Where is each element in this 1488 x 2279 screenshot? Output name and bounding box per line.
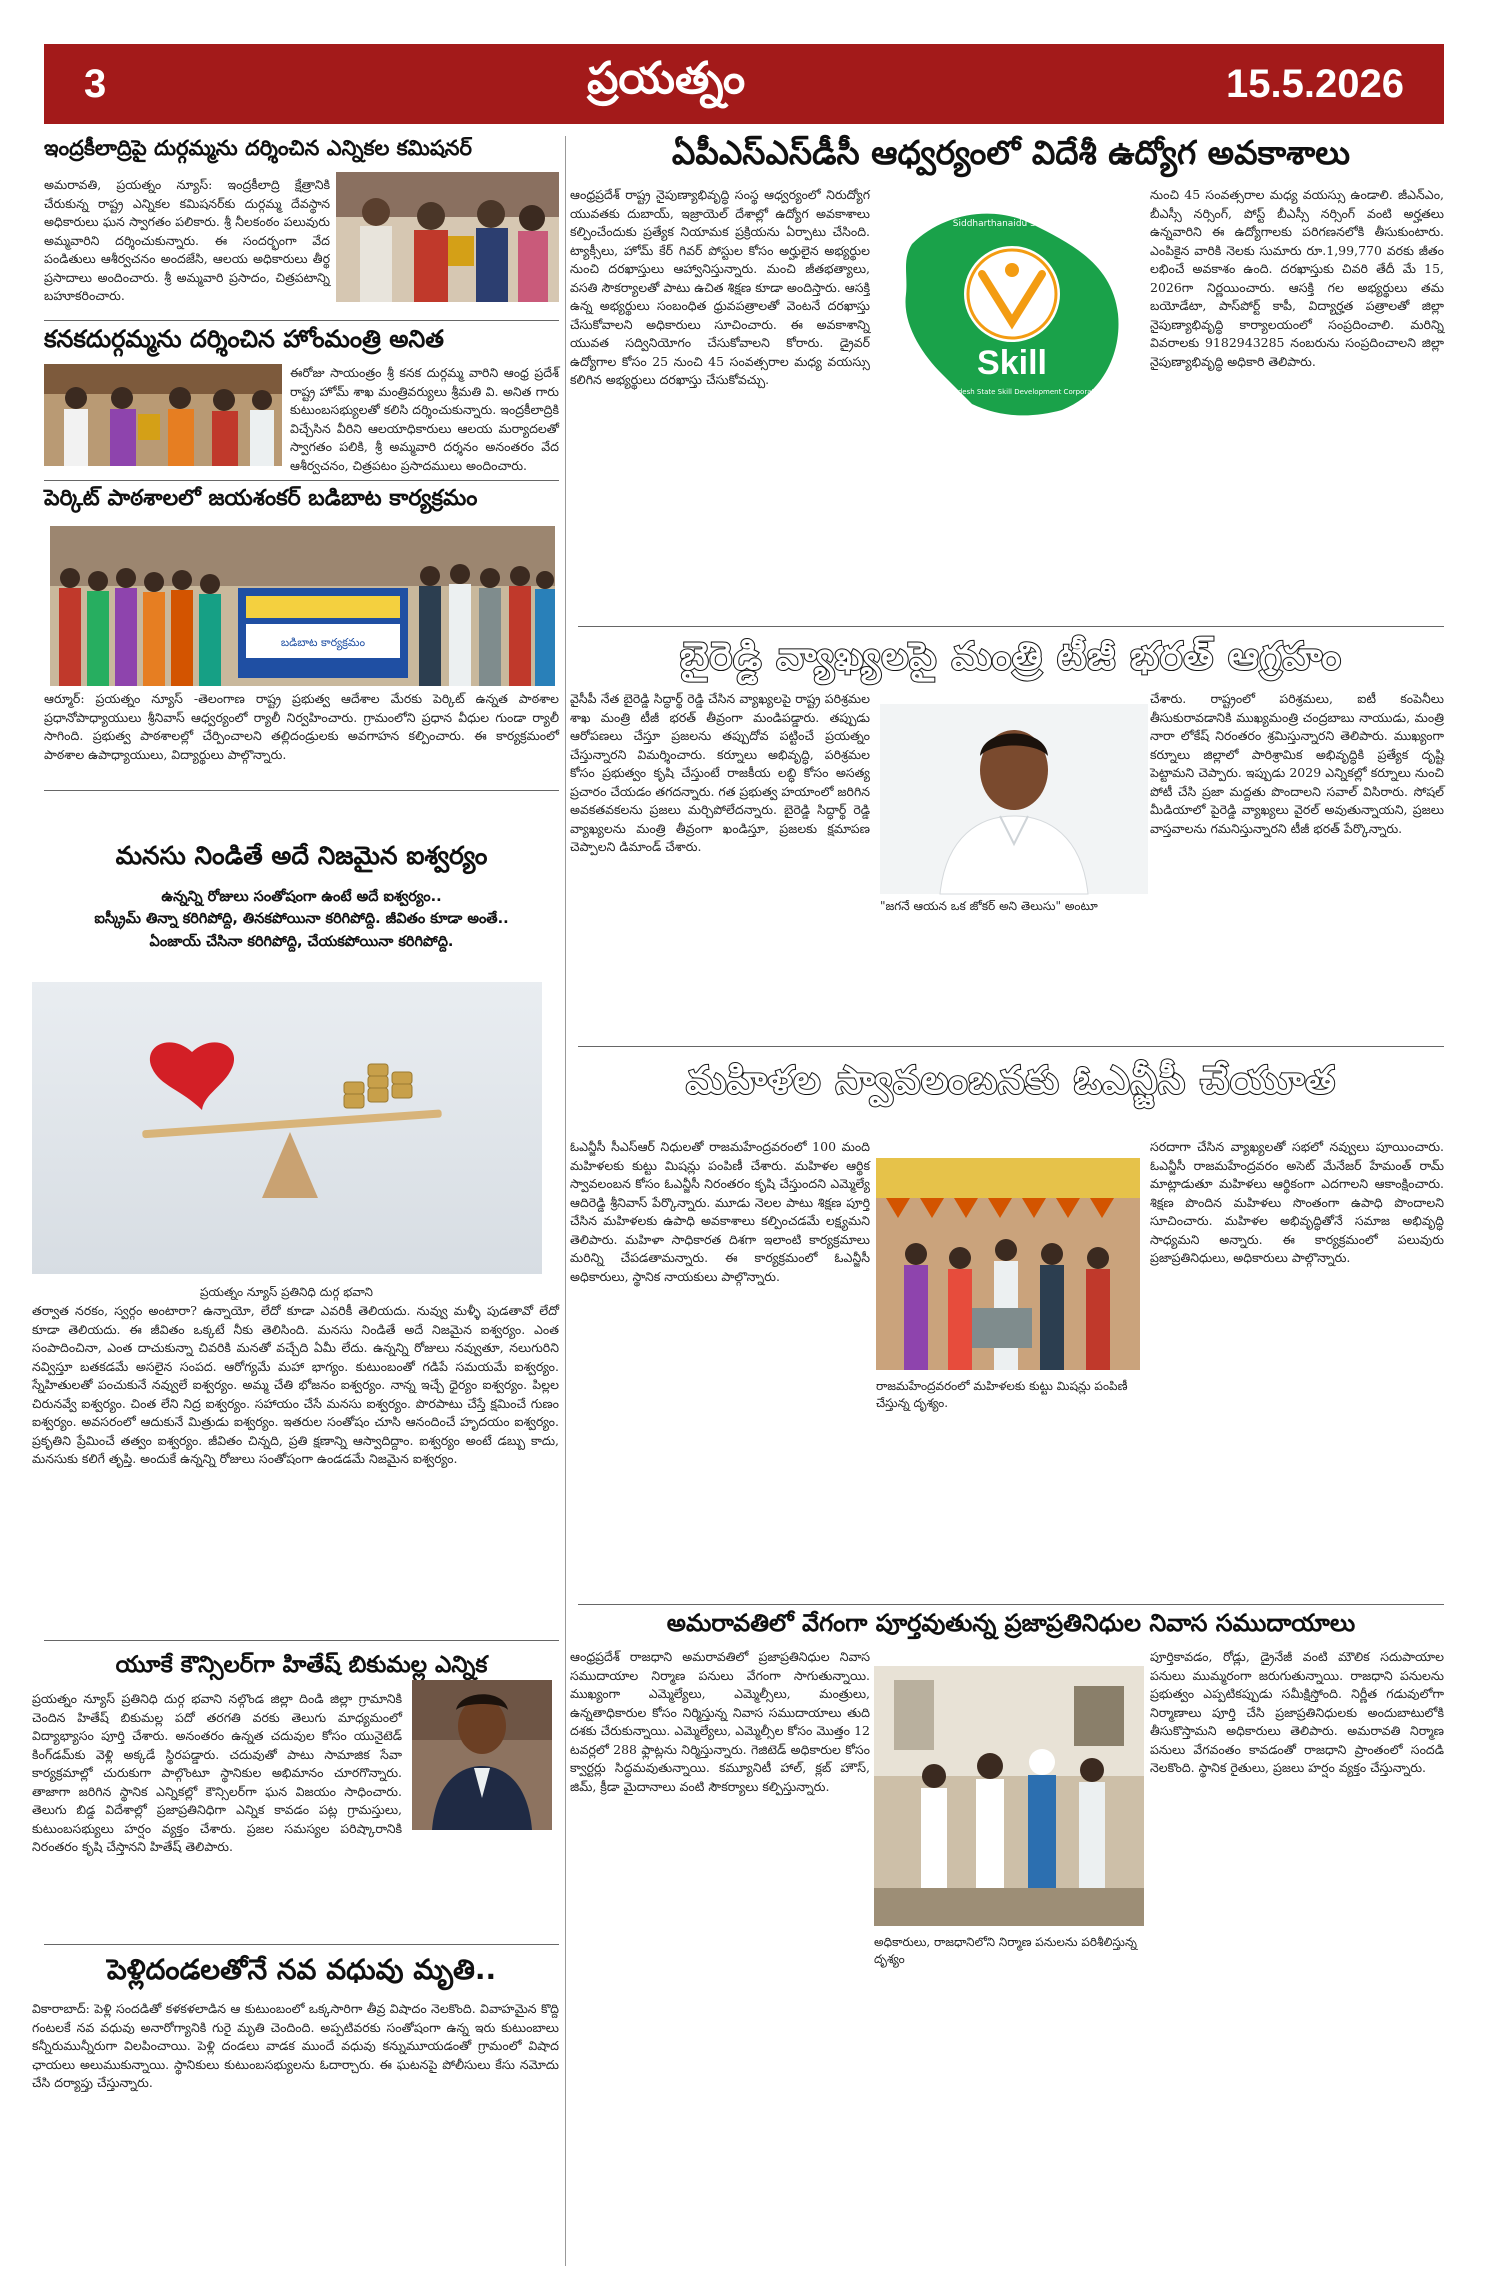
heart-coins-scale-illustration xyxy=(32,982,542,1274)
article-title: పెర్కిట్ పాఠశాలలో జయశంకర్ బడిబాట కార్యక్రమం xyxy=(44,486,478,511)
article-title: ఏపీఎస్ఎస్‌డీసీ ఆధ్వర్యంలో విదేశీ ఉద్యోగ అవకాశాలు xyxy=(671,133,1351,172)
election-commissioner-photo xyxy=(336,172,559,302)
article-body: వికారాబాద్: పెళ్లి సందడితో కళకళలాడిన ఆ కుటుంబంలో ఒక్కసారిగా తీవ్ర విషాదం నెలకొంది. వివాహమైన కొద్ది గంటలకే నవ వధువు అనారోగ్యానికి గురై మృతి చెందింది. అప్పటివరకు సంతోషంగా ఉన్న ఇరు కుటుంబాలు కన్నీరుమున్నీరుగా విలపించాయి. పెళ్లి దండలు వాడక ముందే వధువు కన్నుమూయడంతో గ్రామంలో విషాద ఛాయలు అలుముకున్నాయి. స్థానికులు కుటుంబసభ్యులను ఓదార్చారు. ఈ ఘటనపై పోలీసులు కేసు నమోదు చేసి దర్యాప్తు చేస్తున్నారు. xyxy=(32,2001,559,2090)
divider xyxy=(44,480,559,481)
article-body: తర్వాత నరకం, స్వర్గం అంటారా? ఉన్నాయో, లేదో కూడా ఎవరికీ తెలియదు. నువ్వు మళ్ళీ పుడతావో లేదో కూడా తెలియదు. ఈ జీవితం ఒక్కటే నీకు తెలిసింది. మనసు నిండితే అదే నిజమైన ఐశ్వర్యం. ఎంత సంపాదించినా, ఎంత దాచుకున్నా చివరికి మనతో వచ్చేది ఏమీ లేదు. ఉన్నన్ని రోజులు నవ్వుతూ, నలుగురిని నవ్విస్తూ బతకడమే అసలైన సంపద. ఆరోగ్యమే మహా భాగ్యం. కుటుంబంతో గడిపే సమయమే ఐశ్వర్యం. స్నేహితులతో పంచుకునే నవ్వులే ఐశ్వర్యం. అమ్మ చేతి భోజనం ఐశ్వర్యం. నాన్న ఇచ్చే ధైర్యం ఐశ్వర్యం. పిల్లల చిరునవ్వే ఐశ్వర్యం. చింత లేని నిద్ర ఐశ్వర్యం. సహాయం చేసే మనసు ఐశ్వర్యం. పొరపాటు చేస్తే క్షమించే గుణం ఐశ్వర్యం. అవసరంలో ఆదుకునే మిత్రుడు ఐశ్వర్యం. ఇతరుల సంతోషం చూసి ఆనందించే హృదయం ఐశ్వర్యం. ప్రకృతిని ప్రేమించే తత్వం ఐశ్వర్యం. జీవితం చిన్నది, ప్రతి క్షణాన్ని ఆస్వాదిద్దాం. ఐశ్వర్యం అంటే డబ్బు కాదు, మనసుకు కలిగే తృప్తి. అందుకే ఉన్నన్ని రోజులు సంతోషంగా ఉండడమే నిజమైన ఐశ్వర్యం. xyxy=(32,1303,559,1466)
photo-caption: రాజమహేంద్రవరంలో మహిళలకు కుట్టు మిషన్లు పంపిణీ చేస్తున్న దృశ్యం. xyxy=(876,1379,1128,1411)
article-body: ఆంధ్రప్రదేశ్ రాజధాని అమరావతిలో ప్రజాప్రతినిధుల నివాస సముదాయాల నిర్మాణ పనులు వేగంగా సాగుతున్నాయి. ముఖ్యంగా ఎమ్మెల్యేలు, ఎమ్మెల్సీలు, మంత్రులు, ఉన్నతాధికారుల కోసం నిర్మిస్తున్న నివాస సముదాయాలు తుది దశకు చేరుకున్నాయి. ఎమ్మెల్యేలు, ఎమ్మెల్సీల కోసం మొత్తం 12 టవర్లలో 288 ఫ్లాట్లను నిర్మిస్తున్నారు. గెజిటెడ్ అధికారుల కోసం క్వార్టర్లు సిద్ధమవుతున్నాయి. కమ్యూనిటీ హాల్, క్లబ్ హౌస్, జిమ్, క్రీడా మైదానాలు వంటి సౌకర్యాలు కల్పిస్తున్నారు. xyxy=(570,1649,870,1794)
article-body: ప్రయత్నం న్యూస్ ప్రతినిధి దుర్గ భవాని నల్గొండ జిల్లా దిండి జిల్లా గ్రామానికి చెందిన హితేష్ బికుమల్ల పదో తరగతి వరకు తెలుగు మాధ్యమంలో విద్యాభ్యాసం పూర్తి చేశారు. అనంతరం ఉన్నత చదువుల కోసం యునైటెడ్ కింగ్‌డమ్‌కు వెళ్లి అక్కడే స్థిరపడ్డారు. చదువుతో పాటు సామాజిక సేవా కార్యక్రమాల్లో చురుకుగా పాల్గొంటూ స్థానికుల అభిమానం చూరగొన్నారు. తాజాగా జరిగిన స్థానిక ఎన్నికల్లో కౌన్సిలర్‌గా ఘన విజయం సాధించారు. తెలుగు బిడ్డ విదేశాల్లో ప్రజాప్రతినిధిగా ఎన్నిక కావడం పట్ల గ్రామస్తులు, కుటుంబసభ్యులు హర్షం వ్యక్తం చేశారు. ప్రజల సమస్యల పరిష్కారానికి నిరంతరం కృషి చేస్తానని హితేష్ తెలిపారు. xyxy=(32,1691,402,1854)
page-number: 3 xyxy=(84,61,107,106)
article-title: యూకే కౌన్సిలర్‌గా హితేష్ బికుమల్ల ఎన్నిక xyxy=(115,1652,488,1678)
divider xyxy=(44,320,559,321)
article-body: ఈరోజు సాయంత్రం శ్రీ కనక దుర్గమ్మ వారిని ఆంధ్ర ప్రదేశ్ రాష్ట్ర హోమ్ శాఖ మంత్రివర్యులు శ్రీమతి వి. అనిత గారు కుటుంబసభ్యులతో కలిసి దర్శించుకున్నారు. ఇంద్రకీలాద్రికి విచ్చేసిన వీరిని ఆలయాధికారులు ఆలయ మర్యాదలతో స్వాగతం పలికి, శ్రీ అమ్మవారి దర్శనం అనంతరం వేద ఆశీర్వచనం, చిత్రపటం ప్రసాదములు అందించారు. xyxy=(290,365,559,473)
article-vadhuvu xyxy=(44,1954,559,1986)
subhead: ఏంజాయ్ చేసినా కరిగిపోద్ది, చేయకపోయినా కరిగిపోద్ది. xyxy=(149,933,454,950)
divider xyxy=(44,1640,559,1641)
article-byline: ప్రయత్నం న్యూస్ ప్రతినిధి దుర్గ భవాని xyxy=(200,1285,373,1299)
article-ongc xyxy=(578,1058,1444,1112)
hithesh-portrait-photo xyxy=(412,1680,552,1830)
article-amaravati xyxy=(578,1610,1444,1638)
article-body: పూర్తికావడం, రోడ్లు, డ్రైనేజీ వంటి మౌలిక సదుపాయాల పనులు ముమ్మరంగా జరుగుతున్నాయి. రాజధాని పనులను ప్రభుత్వం ఎప్పటికప్పుడు సమీక్షిస్తోంది. నిర్ణీత గడువులోగా నిర్మాణాలు పూర్తి చేసి ప్రజాప్రతినిధులకు అందుబాటులోకి తీసుకొస్తామని అధికారులు తెలిపారు. అమరావతి నిర్మాణ పనులు వేగవంతం కావడంతో రాజధాని ప్రాంతంలో సందడి నెలకొంది. స్థానిక రైతులు, ప్రజలు హర్షం వ్యక్తం చేస్తున్నారు. xyxy=(1150,1649,1444,1775)
article-body: సరదాగా చేసిన వ్యాఖ్యలతో సభలో నవ్వులు పూయించారు. ఓఎన్జీసీ రాజమహేంద్రవరం అసెట్ మేనేజర్ హేమంత్ రామ్ మాట్లాడుతూ మహిళలు ఆర్థికంగా ఎదగాలని ఆకాంక్షించారు. శిక్షణ పొందిన మహిళలు సొంతంగా ఉపాధి పొందాలని సూచించారు. మహిళల అభివృద్ధితోనే సమాజ అభివృద్ధి సాధ్యమని అన్నారు. ఈ కార్యక్రమంలో పలువురు ప్రజాప్రతినిధులు, అధికారులు పాల్గొన్నారు. xyxy=(1150,1139,1444,1265)
article-body: వైసీపీ నేత బైరెడ్డి సిద్ధార్థ్ రెడ్డి చేసిన వ్యాఖ్యలపై రాష్ట్ర పరిశ్రమల శాఖ మంత్రి టీజీ భరత్ తీవ్రంగా మండిపడ్డారు. తప్పుడు ఆరోపణలు చేస్తూ ప్రజలను తప్పుదోవ పట్టించే ప్రయత్నం చేస్తున్నారని విమర్శించారు. కర్నూలు అభివృద్ధి, పరిశ్రమల కోసం ప్రభుత్వం కృషి చేస్తుంటే రాజకీయ లబ్ధి కోసం అసత్య ప్రచారం చేయడం తగదన్నారు. గత ప్రభుత్వ హయాంలో జరిగిన అవకతవకలను ప్రజలు మర్చిపోలేదన్నారు. బైరెడ్డి సిద్ధార్థ్ రెడ్డి వ్యాఖ్యలను మంత్రి తీవ్రంగా ఖండిస్తూ, ప్రజలకు క్షమాపణ చెప్పాలని డిమాండ్ చేశారు. xyxy=(570,691,871,854)
article-body: నుంచి 45 సంవత్సరాల మధ్య వయస్సు ఉండాలి. జీఎన్‌ఎం, బీఎస్సీ నర్సింగ్, పోస్ట్ బీఎస్సీ నర్సింగ్ వంటి అర్హతలు ఉన్నవారిని ఈ ఉద్యోగాలకు పరిగణనలోకి తీసుకుంటారు. ఎంపికైన వారికి నెలకు సుమారు రూ.1,99,770 వరకు జీతం లభించే అవకాశం ఉంది. దరఖాస్తుకు చివరి తేదీ మే 15, 2026గా నిర్ణయించారు. ఆసక్తి గల అభ్యర్థులు తమ బయోడేటా, పాస్‌పోర్ట్ కాపీ, విద్యార్హత పత్రాలతో జిల్లా నైపుణ్యాభివృద్ధి కార్యాలయంలో సంప్రదించాలి. మరిన్ని వివరాలకు 9182943285 నంబరును సంప్రదించాలని జిల్లా నైపుణ్యాభివృద్ధి అధికారి తెలిపారు. xyxy=(1150,187,1444,369)
divider xyxy=(578,1604,1444,1605)
article-title: బైరెడ్డి వ్యాఖ్యలపై మంత్రి టీజీ భరత్ ఆగ్రహం xyxy=(680,634,1342,678)
apssdc-logo xyxy=(882,204,1142,420)
article-indrakeeladri xyxy=(44,136,559,160)
article-body: ఆర్మూర్: ప్రయత్నం న్యూస్ -తెలంగాణ రాష్ట్ర ప్రభుత్వ ఆదేశాల మేరకు పెర్కిట్ ఉన్నత పాఠశాల ప్రధానోపాధ్యాయులు శ్రీనివాస్ ఆధ్వర్యంలో ర్యాలీ నిర్వహించారు. గ్రామంలోని ప్రధాన వీధుల గుండా ర్యాలీ సాగింది. ప్రభుత్వ పాఠశాలల్లో చేర్పించాలని తల్లిదండ్రులకు అవగాహన కల్పించారు. ఈ కార్యక్రమంలో పాఠశాల ఉపాధ్యాయులు, విద్యార్థులు పాల్గొన్నారు. xyxy=(44,691,559,762)
page-header xyxy=(44,44,1444,124)
logo-text: Skill xyxy=(977,344,1047,382)
divider xyxy=(44,1944,559,1945)
article-title: పెళ్లిదండలతోనే నవ వధువు మృతి.. xyxy=(106,1953,497,1986)
column-divider xyxy=(565,136,566,2266)
photo-caption: "జగనే ఆయన ఒక జోకర్ అని తెలుసు" అంటూ xyxy=(880,899,1098,913)
ongc-event-photo xyxy=(876,1158,1140,1370)
article-hithesh xyxy=(44,1652,559,1678)
amaravati-inspection-photo xyxy=(874,1666,1144,1926)
issue-date: 15.5.2026 xyxy=(1226,61,1404,106)
article-body: చేశారు. రాష్ట్రంలో పరిశ్రమలు, ఐటీ కంపెనీలు తీసుకురావడానికి ముఖ్యమంత్రి చంద్రబాబు నాయుడు, మంత్రి నారా లోకేష్ నిరంతరం శ్రమిస్తున్నారని తెలిపారు. ముఖ్యంగా కర్నూలు జిల్లాలో పారిశ్రామిక అభివృద్ధికి ప్రత్యేక దృష్టి పెట్టామని చెప్పారు. ఇప్పుడు 2029 ఎన్నికల్లో కర్నూలు నుంచి పోటీ చేసి ప్రజా మద్దతు పొందాలని సవాల్ విసిరారు. సోషల్ మీడియాలో పైరెడ్డి వ్యాఖ్యలు వైరల్ అవుతున్నాయని, ప్రజలు వాస్తవాలను గమనిస్తున్నారని టీజీ భరత్ పేర్కొన్నారు. xyxy=(1150,691,1444,836)
article-apssdc xyxy=(578,134,1444,172)
article-tg-bharath xyxy=(578,634,1444,688)
divider xyxy=(578,1046,1444,1047)
minister-tg-bharath-photo xyxy=(880,704,1148,894)
article-aishwaryam xyxy=(44,842,559,871)
article-title: ఇంద్రకీలాద్రిపై దుర్గమ్మను దర్శించిన ఎన్నికల కమిషనర్ xyxy=(44,136,472,160)
article-subheads xyxy=(44,886,559,953)
article-body: అమరావతి, ప్రయత్నం న్యూస్: ఇంద్రకీలాద్రి క్షేత్రానికి చేరుకున్న రాష్ట్ర ఎన్నికల కమిషనర్‌కు దుర్గమ్మ దేవస్థాన అధికారులు ఘన స్వాగతం పలికారు. శ్రీ నీలకంఠం పలువురు అమ్మవారిని దర్శించుకున్నారు. ఈ సందర్భంగా వేద పండితులు ఆశీర్వచనం అందజేసి, ఆలయ అధికారులు తీర్థ ప్రసాదాలు అందించారు. శ్రీ అమ్మవారి ప్రసాదం, చిత్రపటాన్ని బహూకరించారు. xyxy=(44,177,330,303)
article-body: ఓఎన్జీసీ సీఎస్ఆర్ నిధులతో రాజమహేంద్రవరంలో 100 మంది మహిళలకు కుట్టు మిషన్లు పంపిణీ చేశారు. మహిళల ఆర్థిక స్వావలంబన కోసం ఓఎన్జీసీ నిరంతరం కృషి చేస్తుందని ఎమ్మెల్యే ఆదిరెడ్డి శ్రీనివాస్ పేర్కొన్నారు. మూడు నెలల పాటు శిక్షణ పూర్తి చేసిన మహిళలకు ఉపాధి అవకాశాలు కల్పించడమే లక్ష్యమని తెలిపారు. మహిళా సాధికారత దిశగా ఇలాంటి కార్యక్రమాలు మరిన్ని చేపడతామన్నారు. ఈ కార్యక్రమంలో ఓఎన్జీసీ అధికారులు, స్థానిక నాయకులు పాల్గొన్నారు. xyxy=(570,1139,870,1284)
photo-caption: అధికారులు, రాజధానిలోని నిర్మాణ పనులను పరిశీలిస్తున్న దృశ్యం xyxy=(874,1935,1137,1967)
divider xyxy=(44,790,559,791)
subhead: ఐస్క్రీమ్ తిన్నా కరిగిపోద్ది, తినకపోయినా కరిగిపోద్ది. జీవితం కూడా అంతే.. xyxy=(94,911,509,928)
divider xyxy=(578,626,1444,627)
article-jayashankar xyxy=(44,486,559,511)
article-title: అమరావతిలో వేగంగా పూర్తవుతున్న ప్రజాప్రతినిధుల నివాస సముదాయాలు xyxy=(666,1609,1356,1637)
article-anitha xyxy=(44,326,559,354)
logo-subtext: Andhra Pradesh State Skill Development Corporation xyxy=(919,388,1105,396)
article-title: మహిళల స్వావలంబనకు ఓఎన్జీసీ చేయూత xyxy=(686,1058,1336,1102)
banner-text: బడిబాట కార్యక్రమం xyxy=(280,636,366,649)
badibata-rally-photo xyxy=(50,526,555,686)
home-minister-photo xyxy=(44,364,282,466)
logo-ring-text: Siddharthanaidu Samajika xyxy=(952,219,1072,229)
subhead: ఉన్నన్ని రోజులు సంతోషంగా ఉంటే అదే ఐశ్వర్యం.. xyxy=(161,889,442,905)
article-body-continued xyxy=(32,1838,559,1948)
masthead-title: ప్రయత్నం xyxy=(587,53,746,104)
article-title: కనకదుర్గమ్మను దర్శించిన హోంమంత్రి అనిత xyxy=(44,325,444,353)
article-body: ఆంధ్రప్రదేశ్ రాష్ట్ర నైపుణ్యాభివృద్ధి సంస్థ ఆధ్వర్యంలో నిరుద్యోగ యువతకు దుబాయ్, ఇజ్రాయెల్ దేశాల్లో ఉద్యోగ అవకాశాలు కల్పించేందుకు ప్రత్యేక నియామక ప్రక్రియను ఏర్పాటు చేసింది. ట్యాక్సీలు, హోమ్ కేర్ గివర్ పోస్టుల కోసం అర్హులైన అభ్యర్థుల నుంచి దరఖాస్తులు ఆహ్వానిస్తున్నారు. మంచి జీతభత్యాలు, వసతి సౌకర్యాలతో పాటు ఉచిత శిక్షణ కూడా అందిస్తారు. ఆసక్తి ఉన్న అభ్యర్థులు సంబంధిత ధ్రువపత్రాలతో వెంటనే దరఖాస్తు చేసుకోవాలని అధికారులు సూచించారు. ఈ అవకాశాన్ని యువత సద్వినియోగం చేసుకోవాలని కోరారు. డ్రైవర్ ఉద్యోగాల కోసం 25 నుంచి 45 సంవత్సరాల మధ్య వయస్సు కలిగిన అభ్యర్థులు దరఖాస్తు చేసుకోవచ్చు. xyxy=(570,187,870,387)
article-title: మనసు నిండితే అదే నిజమైన ఐశ్వర్యం xyxy=(115,841,488,870)
